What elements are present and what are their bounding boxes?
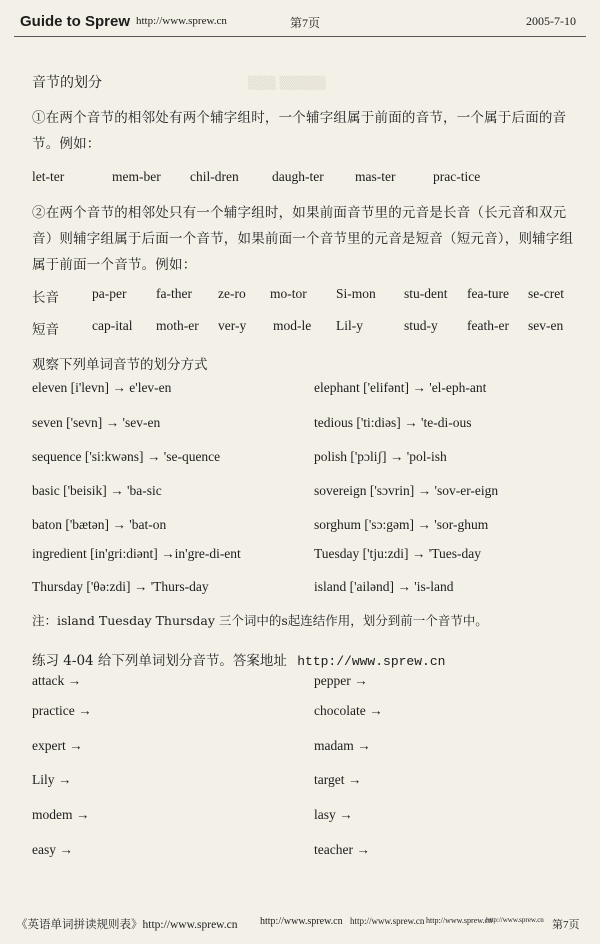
syllable-example: basic ['beisik] → 'ba-sic [32, 483, 162, 498]
exercise-title [32, 652, 445, 671]
example-word: feath-er [467, 318, 509, 333]
example-word: Si-mon [336, 286, 376, 301]
bleed-through-text: ▒▒▒ ▒▒▒▒▒ [248, 76, 326, 90]
example-word: cap-ital [92, 318, 133, 333]
syllable-example: sovereign ['sɔvrin] → 'sov-er-eign [314, 483, 499, 498]
exercise-item: teacher → [314, 842, 370, 857]
exercise-item: modem → [32, 807, 90, 822]
example-word: let-ter [32, 169, 65, 184]
footer-url[interactable]: http://www.sprew.cn [350, 916, 425, 926]
syllable-example: eleven [i'levn] → e'lev-en [32, 380, 172, 395]
footer-page-number: 第7页 [552, 919, 580, 931]
exercise-item: expert → [32, 738, 83, 753]
page-header [20, 6, 580, 34]
exercise-item: Lily → [32, 772, 72, 787]
header-divider [14, 36, 586, 37]
footer-url[interactable]: http://www.sprew.cn [426, 916, 493, 925]
syllable-example: Thursday ['θə:zdi] → 'Thurs-day [32, 579, 209, 594]
exercise-item: chocolate → [314, 703, 383, 718]
example-word: stu-dent [404, 286, 448, 301]
example-word: se-cret [528, 286, 564, 301]
exercise-item: target → [314, 772, 362, 787]
header-brand: Guide to Sprew [20, 13, 131, 30]
exercise-url[interactable]: http://www.sprew.cn [297, 654, 446, 669]
syllable-example: sequence ['si:kwəns] → 'se-quence [32, 449, 221, 464]
header-date: 2005-7-10 [526, 14, 576, 28]
header-url[interactable]: http://www.sprew.cn [136, 15, 227, 27]
rule-one-paragraph: ①在两个音节的相邻处有两个辅字组时，一个辅字组属于前面的音节，一个属于后面的音节。例如： [32, 110, 567, 152]
example-word: prac-tice [433, 169, 481, 184]
syllable-example: seven ['sevn] → 'sev-en [32, 415, 161, 430]
example-word: fea-ture [467, 286, 509, 301]
syllable-example: polish ['pɔliʃ] → 'pol-ish [314, 449, 447, 464]
observe-title: 观察下列单词音节的划分方式 [32, 357, 208, 373]
syllable-example: tedious ['ti:diəs] → 'te-di-ous [314, 415, 472, 430]
header-page-number: 第7页 [290, 16, 321, 30]
example-word: daugh-ter [272, 169, 324, 184]
page-footer [16, 916, 590, 936]
note-text: 注：island Tuesday Thursday 三个词中的s起连结作用，划分到前一个音节中。 [32, 613, 488, 628]
syllable-example: baton ['bætən] → 'bat-on [32, 517, 167, 532]
example-word: sev-en [528, 318, 564, 333]
example-word: fa-ther [156, 286, 192, 301]
exercise-item: lasy → [314, 807, 353, 822]
exercise-item: practice → [32, 703, 92, 718]
footer-url[interactable]: http://www.sprew.cn [260, 916, 343, 927]
example-word: chil-dren [190, 169, 239, 184]
syllable-example: island ['ailənd] → 'is-land [314, 579, 454, 594]
example-word: mod-le [273, 318, 312, 333]
example-word: pa-per [92, 286, 127, 301]
short-vowel-label: 短音 [32, 322, 59, 337]
exercise-item: attack → [32, 673, 82, 688]
example-word: mem-ber [112, 169, 161, 184]
syllable-example: Tuesday ['tju:zdi] → 'Tues-day [314, 546, 481, 561]
exercise-title-text: 练习 4-04 给下列单词划分音节。答案地址 [32, 653, 287, 669]
example-word: mas-ter [355, 169, 396, 184]
example-word: ze-ro [218, 286, 246, 301]
exercise-item: easy → [32, 842, 73, 857]
exercise-item: madam → [314, 738, 371, 753]
syllable-example: ingredient [in'gri:diənt] →in'gre-di-ent [32, 546, 241, 561]
rule-two-paragraph: ②在两个音节的相邻处只有一个辅字组时，如果前面音节里的元音是长音（长元音和双元音）则辅字组属于后面一个音节，如果前面一个音节里的元音是短音（短元音），则辅字组属于前面一个音节。例如： [32, 205, 574, 273]
long-vowel-label: 长音 [32, 290, 59, 305]
section-title: 音节的划分 [32, 75, 102, 91]
footer-title: 《英语单词拼读规则表》http://www.sprew.cn [16, 919, 238, 931]
example-word: moth-er [156, 318, 199, 333]
example-word: ver-y [218, 318, 247, 333]
footer-url[interactable]: http://www.sprew.cn [486, 916, 544, 924]
example-word: stud-y [404, 318, 438, 333]
example-word: mo-tor [270, 286, 307, 301]
syllable-example: sorghum ['sɔ:gəm] → 'sor-ghum [314, 517, 489, 532]
syllable-example: elephant ['elifənt] → 'el-eph-ant [314, 380, 487, 395]
exercise-item: pepper → [314, 673, 368, 688]
example-word: Lil-y [336, 318, 363, 333]
